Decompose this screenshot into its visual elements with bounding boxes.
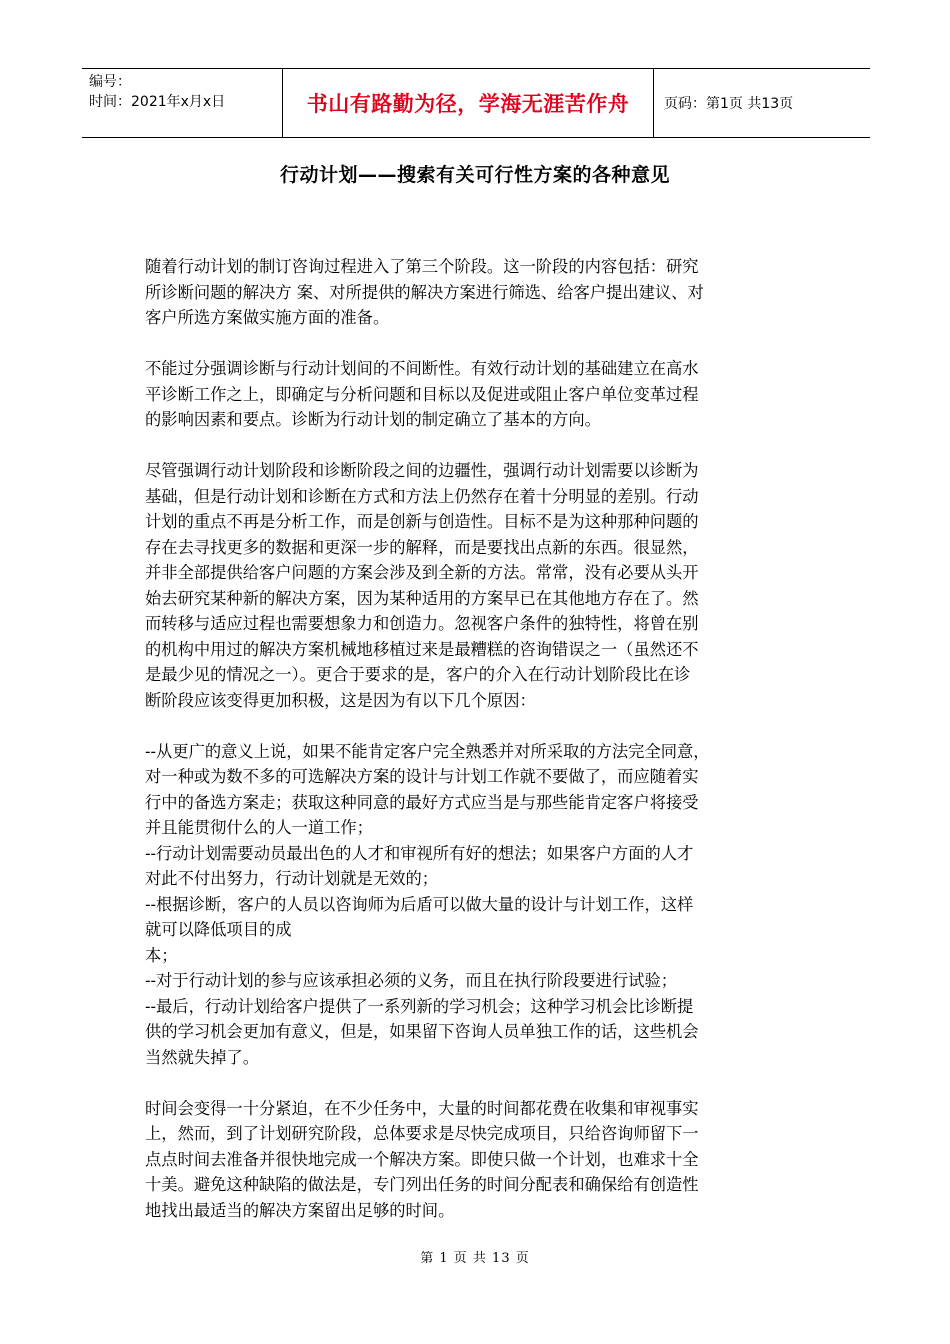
paragraph-line: 对一种或为数不多的可选解决方案的设计与计划工作就不要做了，而应随着实	[145, 767, 699, 786]
paragraph-line: 当然就失掉了。	[145, 1047, 259, 1067]
motto-text: 书山有路勤为径，学海无涯苦作舟	[306, 92, 630, 116]
paragraph-line: 计划的重点不再是分析工作，而是创新与创造性。目标不是为这种那种问题的	[145, 512, 699, 531]
paragraph-line: 而转移与适应过程也需要想象力和创造力。忽视客户条件的独特性，将曾在别	[145, 614, 699, 633]
paragraph-line: 就可以降低项目的成	[145, 920, 292, 939]
paragraph-line: 断阶段应该变得更加积极，这是因为有以下几个原因：	[145, 690, 536, 710]
page-header	[82, 68, 870, 138]
paragraph-line: 对此不付出努力，行动计划就是无效的；	[145, 869, 439, 888]
paragraph-line: 上，然而，到了计划研究阶段，总体要求是尽快完成项目，只给咨询师留下一	[145, 1124, 699, 1143]
body-paragraph	[145, 356, 810, 433]
document-title: 行动计划——搜索有关可行性方案的各种意见	[279, 164, 670, 186]
paragraph-line: --根据诊断，客户的人员以咨询师为后盾可以做大量的设计与计划工作，这样	[145, 894, 694, 914]
paragraph-line: 始去研究某种新的解决方案，因为某种适用的方案早已在其他地方存在了。然	[145, 588, 699, 608]
body-paragraph	[145, 739, 810, 1071]
header-motto	[282, 69, 654, 137]
paragraph-line: --行动计划需要动员最出色的人才和审视所有好的想法；如果客户方面的人才	[145, 843, 694, 863]
body-paragraph	[145, 1096, 810, 1224]
paragraph-line: 点点时间去准备并很快地完成一个解决方案。即使只做一个计划，也难求十全	[145, 1149, 699, 1169]
paragraph-line: 的机构中用过的解决方案机械地移植过来是最糟糕的咨询错误之一（虽然还不	[145, 639, 699, 659]
paragraph-line: 随着行动计划的制订咨询过程进入了第三个阶段。这一阶段的内容包括：研究	[145, 257, 699, 276]
paragraph-line: 行中的备选方案走；获取这种同意的最好方式应当是与那些能肯定客户将接受	[145, 792, 699, 812]
paragraph-line: 并非全部提供给客户问题的方案会涉及到全新的方法。常常，没有必要从头开	[145, 563, 699, 582]
paragraph-line: --从更广的意义上说，如果不能肯定客户完全熟悉并对所采取的方法完全同意，	[145, 741, 710, 761]
page-footer: 第 1 页 共 13 页	[420, 1251, 530, 1266]
paragraph-line: 平诊断工作之上，即确定与分析问题和目标以及促进或阻止客户单位变革过程	[145, 384, 699, 404]
paragraph-line: 不能过分强调诊断与行动计划间的不间断性。有效行动计划的基础建立在高水	[145, 359, 699, 378]
paragraph-line: 存在去寻找更多的数据和更深一步的解释，而是要找出点新的东西。很显然，	[145, 537, 699, 557]
paragraph-line: 本；	[145, 945, 178, 965]
paragraph-line: --最后，行动计划给客户提供了一系列新的学习机会；这种学习机会比诊断提	[145, 996, 694, 1016]
paragraph-line: 供的学习机会更加有意义，但是，如果留下咨询人员单独工作的话，这些机会	[145, 1022, 699, 1041]
paragraph-line: 十美。避免这种缺陷的做法是，专门列出任务的时间分配表和确保给有创造性	[145, 1175, 699, 1194]
header-page-info	[654, 69, 870, 137]
document-date-label: 时间：2021年x月x日	[89, 94, 226, 110]
paragraph-line: 时间会变得一十分紧迫，在不少任务中，大量的时间都花费在收集和审视事实	[145, 1098, 699, 1118]
paragraph-line: 的影响因素和要点。诊断为行动计划的制定确立了基本的方向。	[145, 410, 601, 429]
body-paragraph	[145, 458, 810, 713]
paragraph-line: 地找出最适当的解决方案留出足够的时间。	[145, 1200, 455, 1220]
paragraph-line: 基础，但是行动计划和诊断在方式和方法上仍然存在着十分明显的差别。行动	[145, 486, 699, 506]
paragraph-line: 所诊断问题的解决方 案、对所提供的解决方案进行筛选、给客户提出建议、对	[145, 282, 704, 302]
paragraph-line: 客户所选方案做实施方面的准备。	[145, 308, 390, 327]
paragraph-line: 并且能贯彻什么的人一道工作；	[145, 818, 373, 837]
paragraph-line: 是最少见的情况之一）。更合于要求的是，客户的介入在行动计划阶段比在诊	[145, 665, 691, 684]
page-number-label: 页码：第1页 共13页	[664, 96, 794, 112]
document-body	[145, 254, 810, 1249]
body-paragraph	[145, 254, 810, 331]
paragraph-line: 尽管强调行动计划阶段和诊断阶段之间的边疆性，强调行动计划需要以诊断为	[145, 461, 699, 480]
paragraph-line: --对于行动计划的参与应该承担必须的义务，而且在执行阶段要进行试验；	[145, 971, 678, 990]
document-number-label: 编号：	[89, 74, 131, 90]
header-meta	[82, 69, 282, 137]
